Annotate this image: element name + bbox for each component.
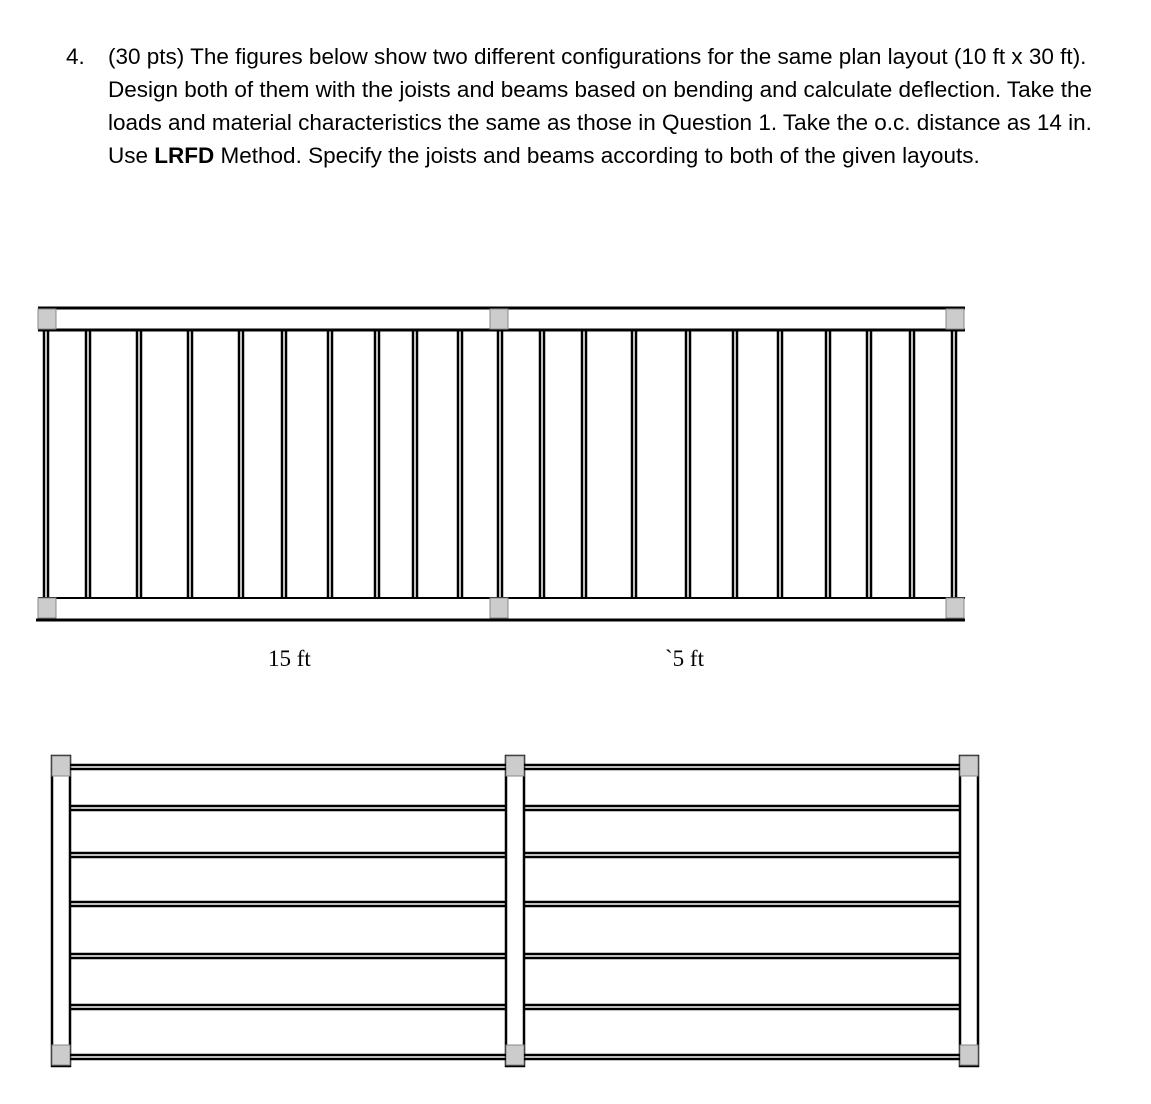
question-bold-method: LRFD: [154, 143, 215, 168]
girder-1-top-post: [52, 756, 70, 776]
question-number: 4.: [66, 44, 85, 69]
post-top-right: [946, 309, 964, 329]
girder-1-bottom-post: [52, 1045, 70, 1065]
span-label-right: `5 ft: [665, 646, 704, 671]
post-bottom-middle: [490, 598, 508, 618]
girder-3: [960, 756, 978, 1066]
post-top-middle: [490, 309, 508, 329]
layout-2-longitudinal-joists: [52, 756, 978, 1066]
girder-2-bottom-post: [506, 1045, 524, 1065]
question-outro: Method. Specify the joists and beams according to both of the given layouts.: [214, 143, 980, 168]
question-intro: (30 pts) The figures below show two different configurations for the same plan layout (10 ft x 30 ft). Design both of them with the joists and beams based on bending and calculate deflection. Take the loads and material characteristics the same as those in Question 1. Take the o.c. distance as 14 in. Use: [108, 44, 1092, 168]
girder-2-top-post: [506, 756, 524, 776]
post-bottom-right: [946, 598, 964, 618]
span-label-left: 15 ft: [268, 646, 311, 671]
layout-1-transverse-joists: [36, 308, 965, 620]
girder-1: [52, 756, 70, 1066]
post-bottom-left: [38, 598, 56, 618]
post-top-left: [38, 309, 56, 329]
girder-2: [506, 756, 524, 1066]
girder-3-top-post: [960, 756, 978, 776]
girder-3-bottom-post: [960, 1045, 978, 1065]
